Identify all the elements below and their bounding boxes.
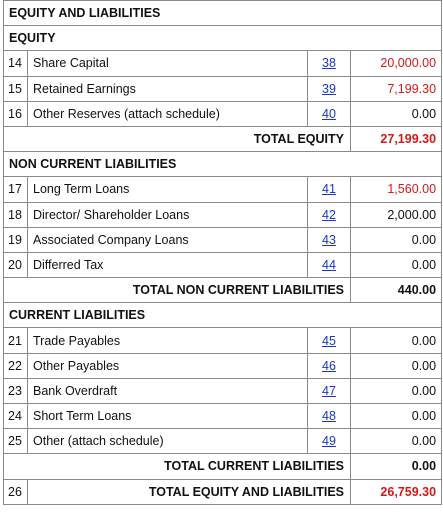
note-link-cell (308, 252, 351, 277)
note-link-cell (308, 378, 351, 403)
row-amount: 0.00 (351, 101, 442, 126)
section-total-row (4, 126, 442, 151)
note-link-cell (308, 353, 351, 378)
row-amount: 0.00 (351, 328, 442, 353)
section-title-row (4, 303, 442, 328)
row-amount: 2,000.00 (351, 202, 442, 227)
section-title: EQUITY (4, 26, 442, 51)
table-row (4, 252, 442, 277)
note-link-cell (308, 429, 351, 454)
section-total-amount: 440.00 (351, 278, 442, 303)
row-label: Long Term Loans (28, 177, 308, 202)
header-row (4, 1, 442, 26)
section-total-row (4, 278, 442, 303)
row-label: Short Term Loans (28, 404, 308, 429)
grand-total-row (4, 479, 442, 504)
note-link-cell (308, 51, 351, 76)
row-label: Other Payables (28, 353, 308, 378)
table-row (4, 227, 442, 252)
row-number: 23 (4, 378, 28, 403)
row-amount: 0.00 (351, 429, 442, 454)
section-total-label: TOTAL CURRENT LIABILITIES (4, 454, 351, 479)
row-number: 15 (4, 76, 28, 101)
note-link-cell (308, 202, 351, 227)
row-number: 22 (4, 353, 28, 378)
row-label: Director/ Shareholder Loans (28, 202, 308, 227)
note-link[interactable]: 42 (322, 207, 336, 222)
table-row (4, 378, 442, 403)
grand-total-number: 26 (4, 479, 28, 504)
row-label: Share Capital (28, 51, 308, 76)
row-label: Other (attach schedule) (28, 429, 308, 454)
row-label: Bank Overdraft (28, 378, 308, 403)
section-title-row (4, 26, 442, 51)
note-link[interactable]: 46 (322, 358, 336, 373)
table-row (4, 328, 442, 353)
note-link[interactable]: 44 (322, 257, 336, 272)
section-title-row (4, 152, 442, 177)
row-number: 18 (4, 202, 28, 227)
row-number: 17 (4, 177, 28, 202)
row-amount: 0.00 (351, 353, 442, 378)
section-title: CURRENT LIABILITIES (4, 303, 442, 328)
note-link-cell (308, 177, 351, 202)
note-link[interactable]: 41 (322, 182, 336, 197)
table-row (4, 76, 442, 101)
row-amount: 0.00 (351, 252, 442, 277)
row-amount: 20,000.00 (351, 51, 442, 76)
row-amount: 0.00 (351, 378, 442, 403)
note-link-cell (308, 101, 351, 126)
row-amount: 7,199.30 (351, 76, 442, 101)
row-number: 14 (4, 51, 28, 76)
table-row (4, 404, 442, 429)
section-total-label: TOTAL NON CURRENT LIABILITIES (4, 278, 351, 303)
row-label: Differred Tax (28, 252, 308, 277)
row-number: 24 (4, 404, 28, 429)
row-number: 19 (4, 227, 28, 252)
row-label: Other Reserves (attach schedule) (28, 101, 308, 126)
row-label: Retained Earnings (28, 76, 308, 101)
table-row (4, 353, 442, 378)
note-link-cell (308, 404, 351, 429)
row-number: 16 (4, 101, 28, 126)
note-link[interactable]: 40 (322, 106, 336, 121)
table-row (4, 429, 442, 454)
note-link-cell (308, 227, 351, 252)
note-link[interactable]: 45 (322, 333, 336, 348)
row-number: 25 (4, 429, 28, 454)
section-total-amount: 0.00 (351, 454, 442, 479)
note-link[interactable]: 39 (322, 81, 336, 96)
table-row (4, 202, 442, 227)
note-link-cell (308, 328, 351, 353)
note-link[interactable]: 49 (322, 434, 336, 449)
table-row (4, 177, 442, 202)
row-label: Trade Payables (28, 328, 308, 353)
table-row (4, 101, 442, 126)
row-amount: 0.00 (351, 227, 442, 252)
note-link[interactable]: 48 (322, 409, 336, 424)
section-title: NON CURRENT LIABILITIES (4, 152, 442, 177)
grand-total-amount: 26,759.30 (351, 479, 442, 504)
section-header-title: EQUITY AND LIABILITIES (4, 1, 442, 26)
balance-sheet-table (3, 0, 442, 505)
section-total-label: TOTAL EQUITY (4, 126, 351, 151)
note-link[interactable]: 43 (322, 232, 336, 247)
grand-total-label: TOTAL EQUITY AND LIABILITIES (28, 479, 351, 504)
note-link[interactable]: 47 (322, 383, 336, 398)
note-link-cell (308, 76, 351, 101)
note-link[interactable]: 38 (322, 56, 336, 71)
section-total-amount: 27,199.30 (351, 126, 442, 151)
row-amount: 0.00 (351, 404, 442, 429)
section-total-row (4, 454, 442, 479)
table-row (4, 51, 442, 76)
row-number: 21 (4, 328, 28, 353)
row-label: Associated Company Loans (28, 227, 308, 252)
row-amount: 1,560.00 (351, 177, 442, 202)
row-number: 20 (4, 252, 28, 277)
